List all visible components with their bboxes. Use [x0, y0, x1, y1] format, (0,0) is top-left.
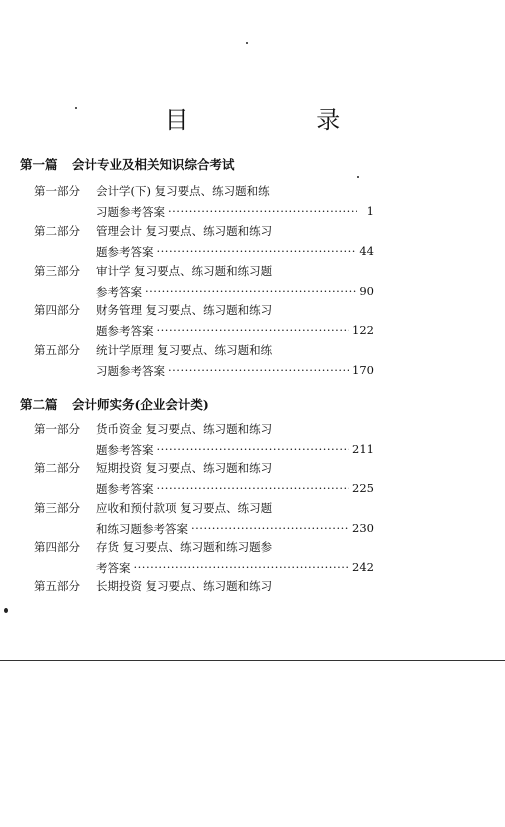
toc-page-number: 170 [352, 363, 374, 377]
toc-entry-title: 统计学原理 复习要点、练习题和练 [96, 343, 273, 357]
toc-part-label: 第二部分 [34, 224, 80, 238]
toc-entry-title: 应收和预付款项 复习要点、练习题 [96, 501, 273, 515]
section-heading [20, 395, 209, 413]
toc-page-number: 122 [352, 323, 374, 337]
toc-entry-title-cont: 习题参考答案 [96, 364, 165, 378]
toc-entry-title: 会计学(下) 复习要点、练习题和练 [96, 184, 270, 198]
section-title: 会计专业及相关知识综合考试 [72, 157, 235, 172]
toc-entry-title-cont: 和练习题参考答案 [96, 522, 188, 536]
toc-part-label: 第五部分 [34, 343, 80, 357]
toc-part-label: 第二部分 [34, 461, 80, 475]
toc-page-number: 225 [352, 481, 374, 495]
toc-entry-title-cont: 习题参考答案 [96, 205, 165, 219]
dot-leader [157, 481, 350, 497]
dot-leader [157, 323, 350, 339]
toc-entry-title: 审计学 复习要点、练习题和练习题 [96, 264, 273, 278]
dot-leader [134, 560, 350, 576]
toc-page-number: 211 [352, 442, 374, 456]
toc-page-number: 230 [352, 521, 374, 535]
toc-part-label: 第四部分 [34, 303, 80, 317]
toc-entry-title-cont: 参考答案 [96, 285, 142, 299]
toc-part-label: 第三部分 [34, 501, 80, 515]
dot-leader [168, 204, 357, 220]
toc-part-label: 第五部分 [34, 579, 80, 593]
dot-leader [191, 521, 349, 537]
scan-speck [4, 608, 8, 613]
toc-page-number: 242 [352, 560, 374, 574]
toc-entry-title-cont: 考答案 [96, 561, 131, 575]
toc-entry-title: 管理会计 复习要点、练习题和练习 [96, 224, 273, 238]
dot-leader [145, 284, 356, 300]
page-title: 目 录 [164, 106, 401, 134]
toc-entry-title: 短期投资 复习要点、练习题和练习 [96, 461, 273, 475]
toc-part-label: 第三部分 [34, 264, 80, 278]
toc-page-number: 90 [359, 284, 374, 298]
toc-entry-title-cont: 题参考答案 [96, 443, 154, 457]
scan-speck [246, 42, 248, 44]
dot-leader [168, 363, 349, 379]
toc-page-number: 44 [359, 244, 374, 258]
toc-part-label: 第一部分 [34, 184, 80, 198]
toc-page-number: 1 [366, 204, 374, 218]
dot-leader [157, 442, 350, 458]
toc-part-label: 第四部分 [34, 540, 80, 554]
toc-entry-title: 长期投资 复习要点、练习题和练习 [96, 579, 273, 593]
toc-entry-title-cont: 题参考答案 [96, 324, 154, 338]
toc-entry-title: 存货 复习要点、练习题和练习题参 [96, 540, 273, 554]
page-bottom-rule [0, 660, 505, 661]
toc-entry-title: 货币资金 复习要点、练习题和练习 [96, 422, 273, 436]
toc-entry-title-cont: 题参考答案 [96, 245, 154, 259]
section-number: 第二篇 [20, 397, 58, 412]
toc-entry-title-cont: 题参考答案 [96, 482, 154, 496]
section-number: 第一篇 [20, 157, 58, 172]
scan-speck [357, 176, 359, 178]
toc-part-label: 第一部分 [34, 422, 80, 436]
toc-entry-title: 财务管理 复习要点、练习题和练习 [96, 303, 273, 317]
section-heading [20, 155, 235, 173]
scan-speck [75, 107, 77, 109]
section-title: 会计师实务(企业会计类) [72, 397, 209, 412]
dot-leader [157, 244, 357, 260]
